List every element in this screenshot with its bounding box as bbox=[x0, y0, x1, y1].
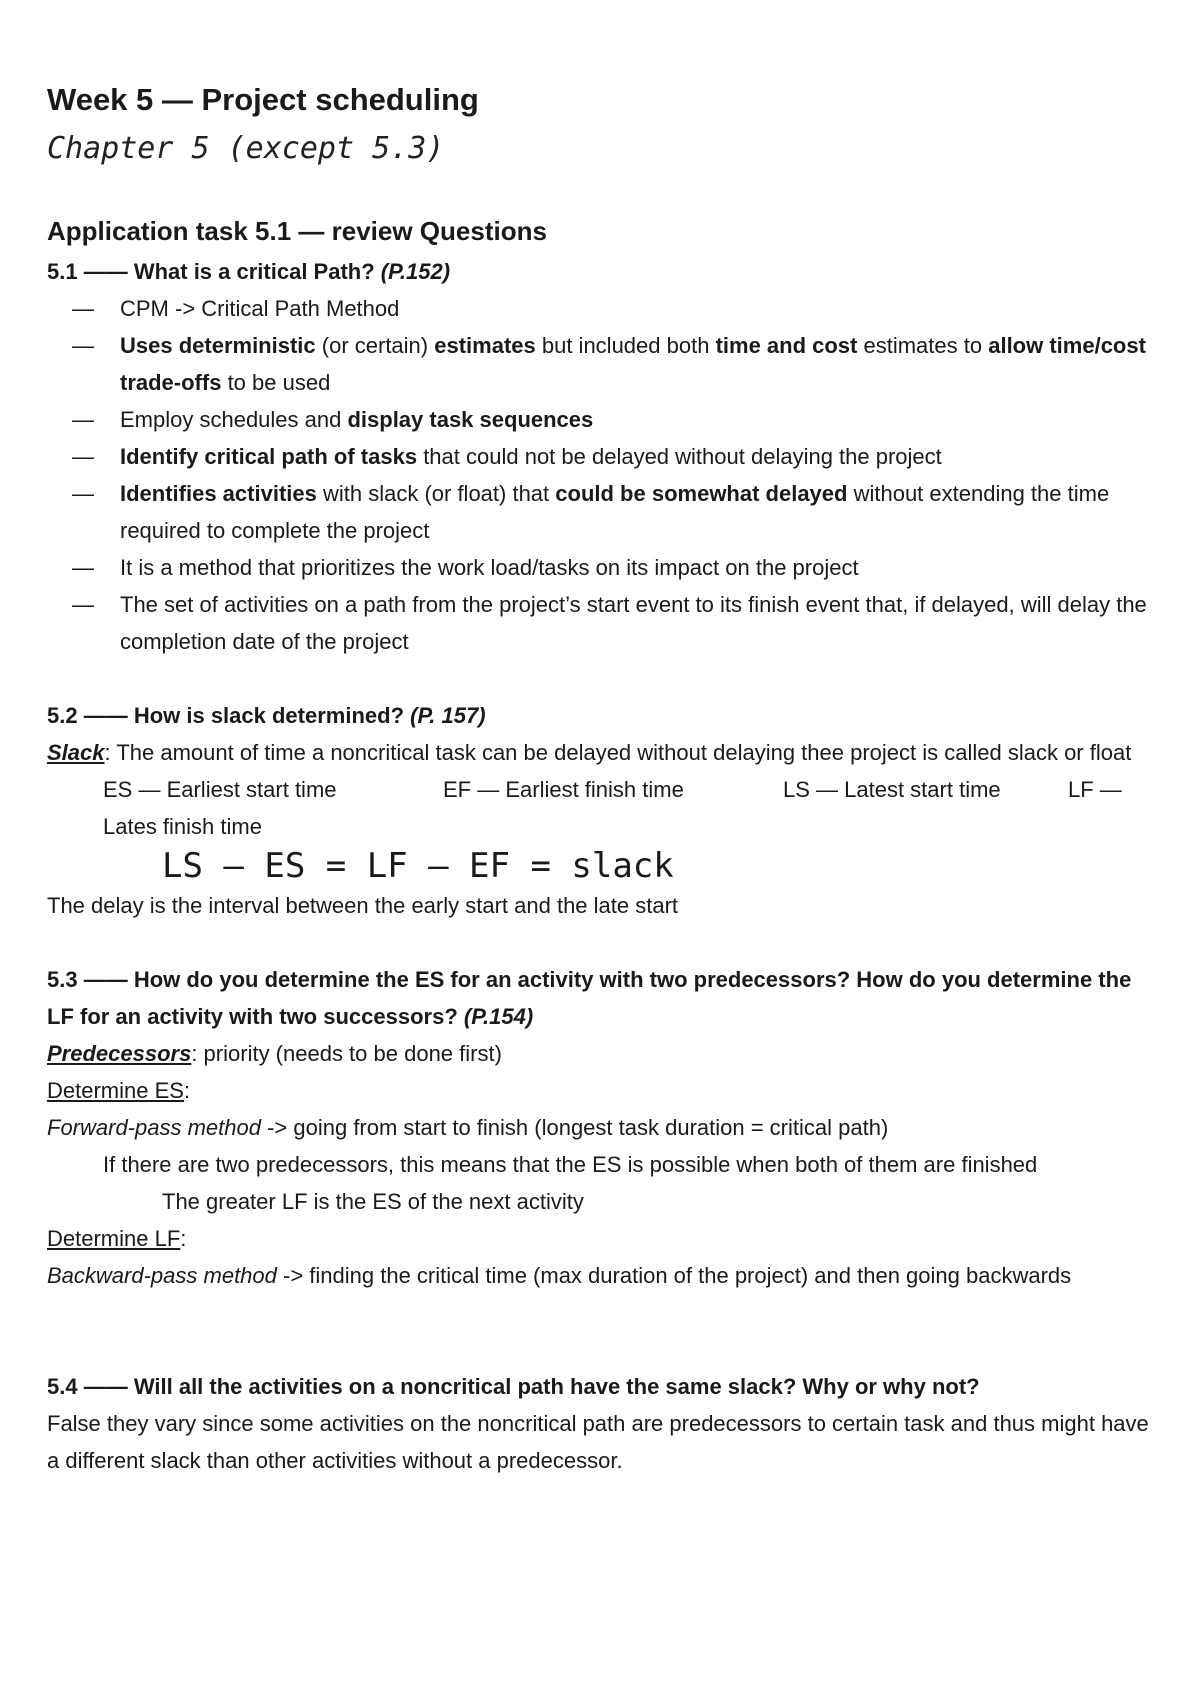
bold-text: could be somewhat delayed bbox=[555, 481, 848, 506]
definition-text: -> going from start to finish (longest task duration = critical path) bbox=[260, 1115, 889, 1140]
bold-text: allow time/cost trade-offs bbox=[120, 333, 1146, 395]
es-term: ES — Earliest start time bbox=[103, 777, 337, 802]
list-item bbox=[47, 549, 1157, 586]
bullet-text: without extending the time required to complete the project bbox=[120, 481, 1110, 543]
backward-pass-line bbox=[47, 1257, 1157, 1294]
two-predecessors-note bbox=[47, 1146, 1157, 1183]
predecessors-term: Predecessors bbox=[47, 1041, 192, 1066]
question-text: What is a critical Path? bbox=[133, 259, 381, 284]
critical-path-bullets bbox=[47, 290, 1157, 660]
greater-lf-note: The greater LF is the ES of the next activity bbox=[162, 1189, 584, 1214]
question-5-4 bbox=[47, 1368, 1157, 1405]
bullet-text: to be used bbox=[221, 370, 331, 395]
bullet-text: with slack (or float) that bbox=[316, 481, 556, 506]
spacer bbox=[47, 660, 1157, 697]
bold-text: time and cost bbox=[715, 333, 858, 358]
list-item bbox=[47, 586, 1157, 660]
predecessors-definition bbox=[47, 1035, 1157, 1072]
bold-text: display task sequences bbox=[347, 407, 594, 432]
question-number: 5.2 —— bbox=[47, 703, 134, 728]
question-number: 5.1 —— bbox=[47, 259, 134, 284]
bold-text: estimates bbox=[434, 333, 536, 358]
dash-bullet-icon: — bbox=[72, 296, 94, 321]
spacer bbox=[47, 1294, 1157, 1368]
ef-term: EF — Earliest finish time bbox=[443, 777, 684, 802]
page-reference: (P.154) bbox=[463, 1004, 534, 1029]
list-item bbox=[47, 327, 1157, 401]
bullet-text: The set of activities on a path from the project’s start event to its finish event that, if delayed, will delay the completion date of the project bbox=[120, 592, 1147, 654]
dash-bullet-icon: — bbox=[72, 444, 94, 469]
forward-pass-term: Forward-pass method bbox=[47, 1115, 261, 1140]
document-body bbox=[47, 209, 1157, 1479]
page-subtitle: Chapter 5 (except 5.3) bbox=[47, 131, 445, 166]
list-item bbox=[47, 475, 1157, 549]
delay-note: The delay is the interval between the early start and the late start bbox=[47, 893, 679, 918]
colon: : bbox=[180, 1226, 187, 1251]
dash-bullet-icon: — bbox=[72, 592, 94, 617]
bullet-text: (or certain) bbox=[315, 333, 435, 358]
dash-bullet-icon: — bbox=[72, 481, 94, 506]
bullet-text: that could not be delayed without delaying the project bbox=[417, 444, 942, 469]
list-item bbox=[47, 290, 1157, 327]
list-item bbox=[47, 438, 1157, 475]
colon: : bbox=[183, 1078, 191, 1103]
slack-term: Slack bbox=[47, 740, 105, 765]
determine-es-label: Determine ES bbox=[47, 1078, 184, 1103]
task-heading: Application task 5.1 — review Questions bbox=[47, 216, 547, 246]
spacer bbox=[47, 924, 1157, 961]
slack-formula: LS – ES = LF – EF = slack bbox=[162, 846, 674, 886]
dash-bullet-icon: — bbox=[72, 333, 94, 358]
bold-text: Uses deterministic bbox=[120, 333, 316, 358]
question-text: How is slack determined? bbox=[133, 703, 411, 728]
definition-text: : priority (needs to be done first) bbox=[191, 1041, 502, 1066]
page-title: Week 5 — Project scheduling bbox=[47, 82, 479, 117]
question-number: 5.3 —— bbox=[47, 967, 134, 992]
determine-es-heading bbox=[47, 1072, 1157, 1109]
bullet-text: but included both bbox=[535, 333, 716, 358]
time-terms bbox=[47, 771, 1157, 845]
question-5-1 bbox=[47, 253, 1157, 290]
ls-term: LS — Latest start time bbox=[783, 777, 1001, 802]
determine-lf-label: Determine LF bbox=[47, 1226, 181, 1251]
bullet-text: Employ schedules and bbox=[120, 407, 348, 432]
question-text: How do you determine the ES for an activity with two predecessors? How do you determine the LF for an activity with two successors? bbox=[47, 967, 1132, 1029]
page-reference: (P.152) bbox=[380, 259, 451, 284]
backward-pass-term: Backward-pass method bbox=[47, 1263, 277, 1288]
definition-text: -> finding the critical time (max duration of the project) and then going backwards bbox=[276, 1263, 1072, 1288]
page-reference: (P. 157) bbox=[410, 703, 486, 728]
slack-definition bbox=[47, 734, 1157, 771]
question-5-3 bbox=[47, 961, 1157, 1035]
definition-text: : The amount of time a noncritical task can be delayed without delaying thee project is called slack or float bbox=[104, 740, 1132, 765]
answer-5-4: False they vary since some activities on the noncritical path are predecessors to certain task and thus might have a different slack than other activities without a predecessor. bbox=[47, 1411, 1149, 1473]
bold-text: Identify critical path of tasks bbox=[120, 444, 418, 469]
lf-term: LF — Lates finish time bbox=[103, 777, 1122, 839]
dash-bullet-icon: — bbox=[72, 555, 94, 580]
list-item bbox=[47, 401, 1157, 438]
question-5-2 bbox=[47, 697, 1157, 734]
bullet-text: It is a method that prioritizes the work load/tasks on its impact on the project bbox=[120, 555, 859, 580]
question-number: 5.4 —— bbox=[47, 1374, 134, 1399]
bullet-text: estimates to bbox=[857, 333, 989, 358]
bold-text: Identifies activities bbox=[120, 481, 317, 506]
question-text: Will all the activities on a noncritical path have the same slack? Why or why not? bbox=[133, 1374, 980, 1399]
bullet-text: CPM -> Critical Path Method bbox=[120, 296, 400, 321]
forward-pass-line bbox=[47, 1109, 1157, 1146]
dash-bullet-icon: — bbox=[72, 407, 94, 432]
note-text: If there are two predecessors, this means that the ES is possible when both of them are finished bbox=[103, 1152, 1038, 1177]
determine-lf-heading bbox=[47, 1220, 1157, 1257]
